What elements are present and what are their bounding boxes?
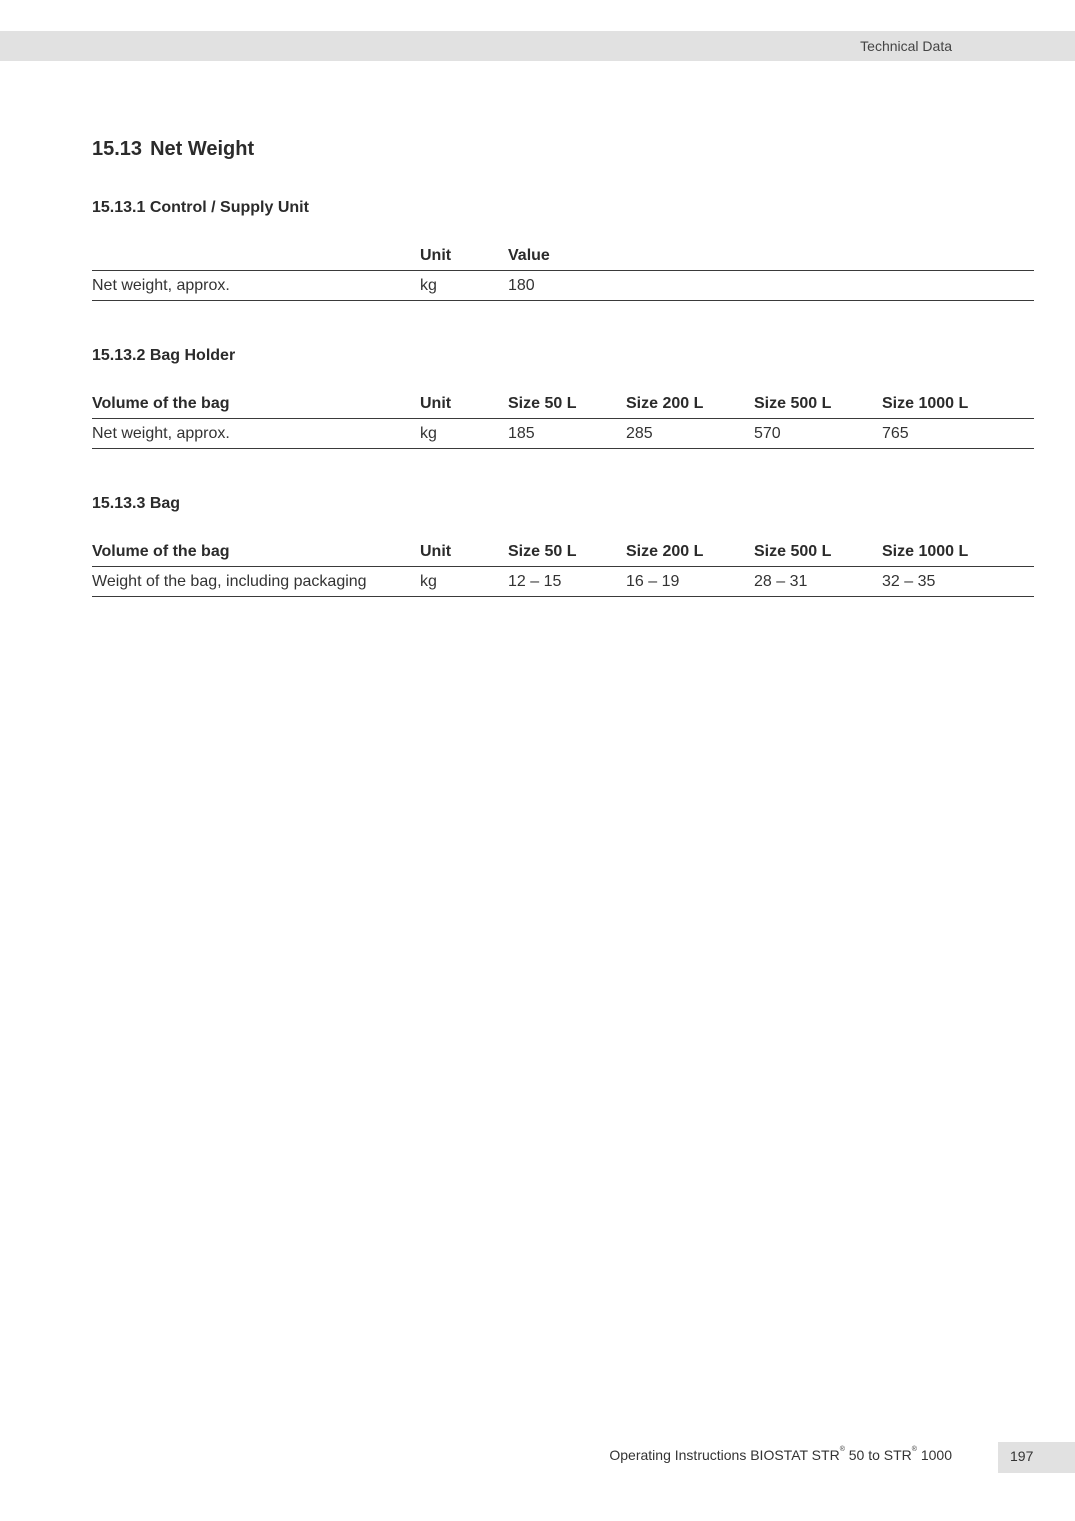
column-header-value: Value <box>508 241 1034 271</box>
column-header-unit: Unit <box>420 537 508 567</box>
table-row <box>92 419 1034 449</box>
column-header-volume: Volume of the bag <box>92 537 420 567</box>
footer-text-part2: 50 to STR <box>844 1447 912 1463</box>
page-number: 197 <box>1010 1448 1034 1464</box>
column-header-unit: Unit <box>420 241 508 271</box>
column-header-size-1000: Size 1000 L <box>882 537 1034 567</box>
cell-size-1000: 765 <box>882 419 1034 449</box>
subsection-heading-bag-holder: 15.13.2 Bag Holder <box>92 347 236 364</box>
row-label: Weight of the bag, including packaging <box>92 567 420 597</box>
footer-text-part1: Operating Instructions BIOSTAT STR <box>609 1447 840 1463</box>
cell-size-500: 28 – 31 <box>754 567 882 597</box>
cell-size-1000: 32 – 35 <box>882 567 1034 597</box>
row-unit: kg <box>420 567 508 597</box>
column-header-size-200: Size 200 L <box>626 389 754 419</box>
running-header-title: Technical Data <box>860 38 952 54</box>
row-label: Net weight, approx. <box>92 419 420 449</box>
subsection-heading-bag: 15.13.3 Bag <box>92 495 181 512</box>
row-value: 180 <box>508 271 1034 301</box>
cell-size-50: 185 <box>508 419 626 449</box>
section-title-text: Net Weight <box>150 138 255 160</box>
table-control-supply-unit <box>92 241 1034 301</box>
row-unit: kg <box>420 419 508 449</box>
footer-document-title <box>609 1447 952 1463</box>
cell-size-200: 285 <box>626 419 754 449</box>
registered-mark: ® <box>911 1446 917 1453</box>
section-heading <box>92 138 254 161</box>
table-header-row <box>92 241 1034 271</box>
cell-size-500: 570 <box>754 419 882 449</box>
column-header-unit: Unit <box>420 389 508 419</box>
column-header-size-500: Size 500 L <box>754 537 882 567</box>
row-label: Net weight, approx. <box>92 271 420 301</box>
subsection-heading-control-supply-unit: 15.13.1 Control / Supply Unit <box>92 199 309 216</box>
table-header-row <box>92 537 1034 567</box>
footer-text-part3: 1000 <box>916 1447 952 1463</box>
section-number: 15.13 <box>92 138 143 160</box>
table-bag <box>92 537 1034 597</box>
column-header-size-200: Size 200 L <box>626 537 754 567</box>
table-header-row <box>92 389 1034 419</box>
column-header-size-50: Size 50 L <box>508 389 626 419</box>
column-header-label <box>92 241 420 271</box>
column-header-size-500: Size 500 L <box>754 389 882 419</box>
registered-mark: ® <box>839 1446 845 1453</box>
table-row <box>92 567 1034 597</box>
column-header-volume: Volume of the bag <box>92 389 420 419</box>
column-header-size-1000: Size 1000 L <box>882 389 1034 419</box>
column-header-size-50: Size 50 L <box>508 537 626 567</box>
row-unit: kg <box>420 271 508 301</box>
cell-size-50: 12 – 15 <box>508 567 626 597</box>
cell-size-200: 16 – 19 <box>626 567 754 597</box>
table-bag-holder <box>92 389 1034 449</box>
table-row <box>92 271 1034 301</box>
